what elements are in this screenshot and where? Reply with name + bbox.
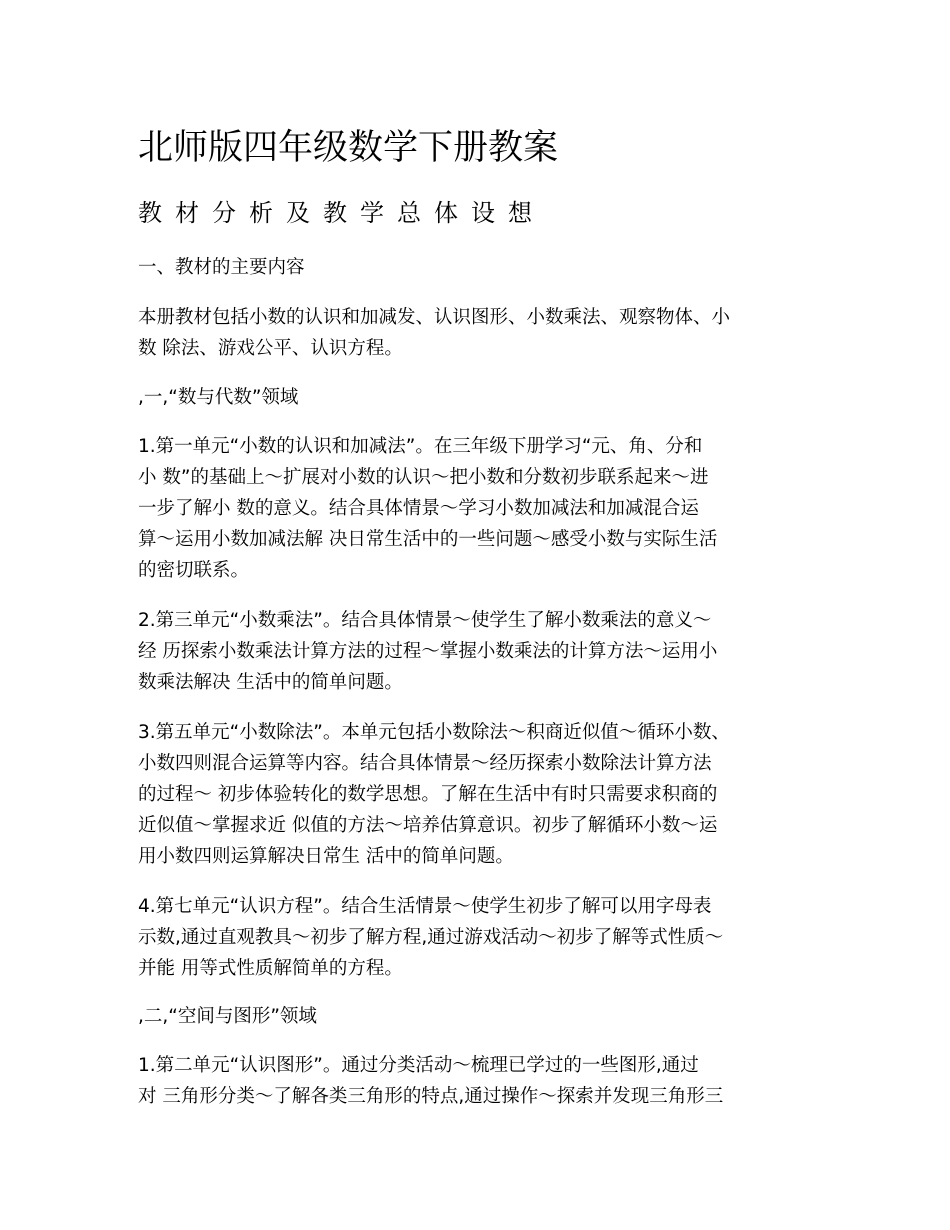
- paragraph-line: 并能 用等式性质解简单的方程。: [138, 958, 403, 979]
- paragraph-line: 近似值～掌握求近 似值的方法～培养估算意识。初步了解循环小数～运: [138, 815, 718, 836]
- paragraph-line: 4.第七单元“认识方程”。结合生活情景～使学生初步了解可以用字母表: [138, 896, 712, 917]
- paragraph-line: 小数四则混合运算等内容。结合具体情景～经历探索小数除法计算方法: [138, 753, 712, 774]
- paragraph-line: 1.第二单元“认识图形”。通过分类活动～梳理已学过的一些图形,通过: [138, 1055, 699, 1076]
- paragraph-line: 经 历探索小数乘法计算方法的过程～掌握小数乘法的计算方法～运用小: [138, 641, 718, 662]
- paragraph-line: 示数,通过直观教具～初步了解方程,通过游戏活动～初步了解等式性质～: [138, 927, 724, 948]
- paragraph-line: 2.第三单元“小数乘法”。结合具体情景～使学生了解小数乘法的意义～: [138, 610, 712, 631]
- paragraph-line: 用小数四则运算解决日常生 活中的简单问题。: [138, 846, 514, 867]
- paragraph-line: 算～运用小数加减法解 决日常生活中的一些问题～感受小数与实际生活: [138, 529, 718, 550]
- section-heading-space-geometry: ,二,“空间与图形”领域: [138, 1006, 317, 1027]
- paragraph-line: 本册教材包括小数的认识和加减发、认识图形、小数乘法、观察物体、小: [138, 307, 731, 328]
- paragraph-line: 3.第五单元“小数除法”。本单元包括小数除法～积商近似值～循环小数、: [138, 722, 730, 743]
- paragraph-line: 的密切联系。: [138, 560, 250, 581]
- section-heading-main-content: 一、教材的主要内容: [138, 257, 305, 278]
- document-subtitle: 教材分析及教学总体设想: [138, 199, 545, 227]
- paragraph-line: 1.第一单元“小数的认识和加减法”。在三年级下册学习“元、角、分和: [138, 436, 703, 457]
- paragraph-line: 一步了解小 数的意义。结合具体情景～学习小数加减法和加减混合运: [138, 498, 699, 519]
- paragraph-line: 数乘法解决 生活中的简单问题。: [138, 672, 403, 693]
- paragraph-line: 对 三角形分类～了解各类三角形的特点,通过操作～探索并发现三角形三: [138, 1086, 724, 1107]
- section-heading-number-algebra: ,一,“数与代数”领域: [138, 387, 299, 408]
- paragraph-line: 小 数”的基础上～扩展对小数的认识～把小数和分数初步联系起来～进: [138, 467, 709, 488]
- paragraph-line: 的过程～ 初步体验转化的数学思想。了解在生活中有时只需要求积商的: [138, 784, 718, 805]
- document-title: 北师版四年级数学下册教案: [138, 128, 559, 168]
- paragraph-line: 数 除法、游戏公平、认识方程。: [138, 338, 403, 359]
